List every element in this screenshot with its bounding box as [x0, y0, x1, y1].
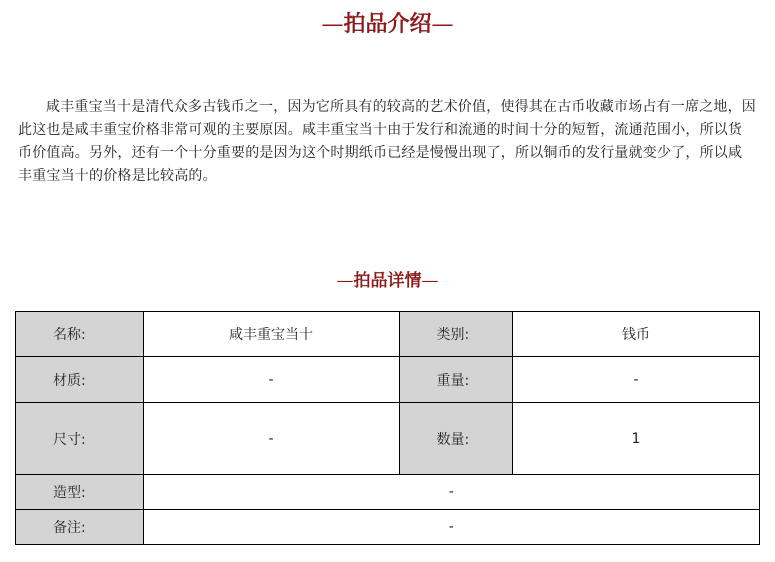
name-value: 咸丰重宝当十 [143, 312, 399, 357]
material-label: 材质: [16, 357, 144, 403]
shape-value: - [143, 475, 760, 510]
details-table [15, 311, 760, 545]
size-label: 尺寸: [16, 403, 144, 475]
weight-label: 重量: [399, 357, 512, 403]
remarks-label: 备注: [16, 510, 144, 545]
size-value: - [143, 403, 399, 475]
material-value: - [143, 357, 399, 403]
table-row-size [16, 403, 760, 475]
name-label: 名称: [16, 312, 144, 357]
quantity-value: 1 [512, 403, 759, 475]
intro-title-dash-left: — [321, 12, 344, 37]
category-label: 类别: [399, 312, 512, 357]
category-value: 钱币 [512, 312, 759, 357]
table-row-shape [16, 475, 760, 510]
intro-title-text: 拍品介绍 [343, 11, 432, 37]
table-row-material [16, 357, 760, 403]
details-title-dash-left: — [336, 271, 354, 291]
intro-title-dash-right: — [431, 12, 454, 37]
details-title-text: 拍品详情 [353, 271, 422, 291]
quantity-label: 数量: [399, 403, 512, 475]
details-title-dash-right: — [421, 271, 439, 291]
table-row-remarks [16, 510, 760, 545]
remarks-value: - [143, 510, 760, 545]
shape-label: 造型: [16, 475, 144, 510]
weight-value: - [512, 357, 759, 403]
table-row-name [16, 312, 760, 357]
intro-paragraph: 咸丰重宝当十是清代众多古钱币之一，因为它所具有的较高的艺术价值，使得其在古币收藏市场占有一席之地，因此这也是咸丰重宝价格非常可观的主要原因。咸丰重宝当十由于发行和流通的时间十分的短暂，流通范围小，所以货币价值高。另外，还有一个十分重要的是因为这个时期纸币已经是慢慢出现了，所以铜币的发行量就变少了，所以咸丰重宝当十的价格是比较高的。 [18, 99, 756, 184]
intro-title [0, 8, 775, 41]
details-title [0, 268, 775, 294]
